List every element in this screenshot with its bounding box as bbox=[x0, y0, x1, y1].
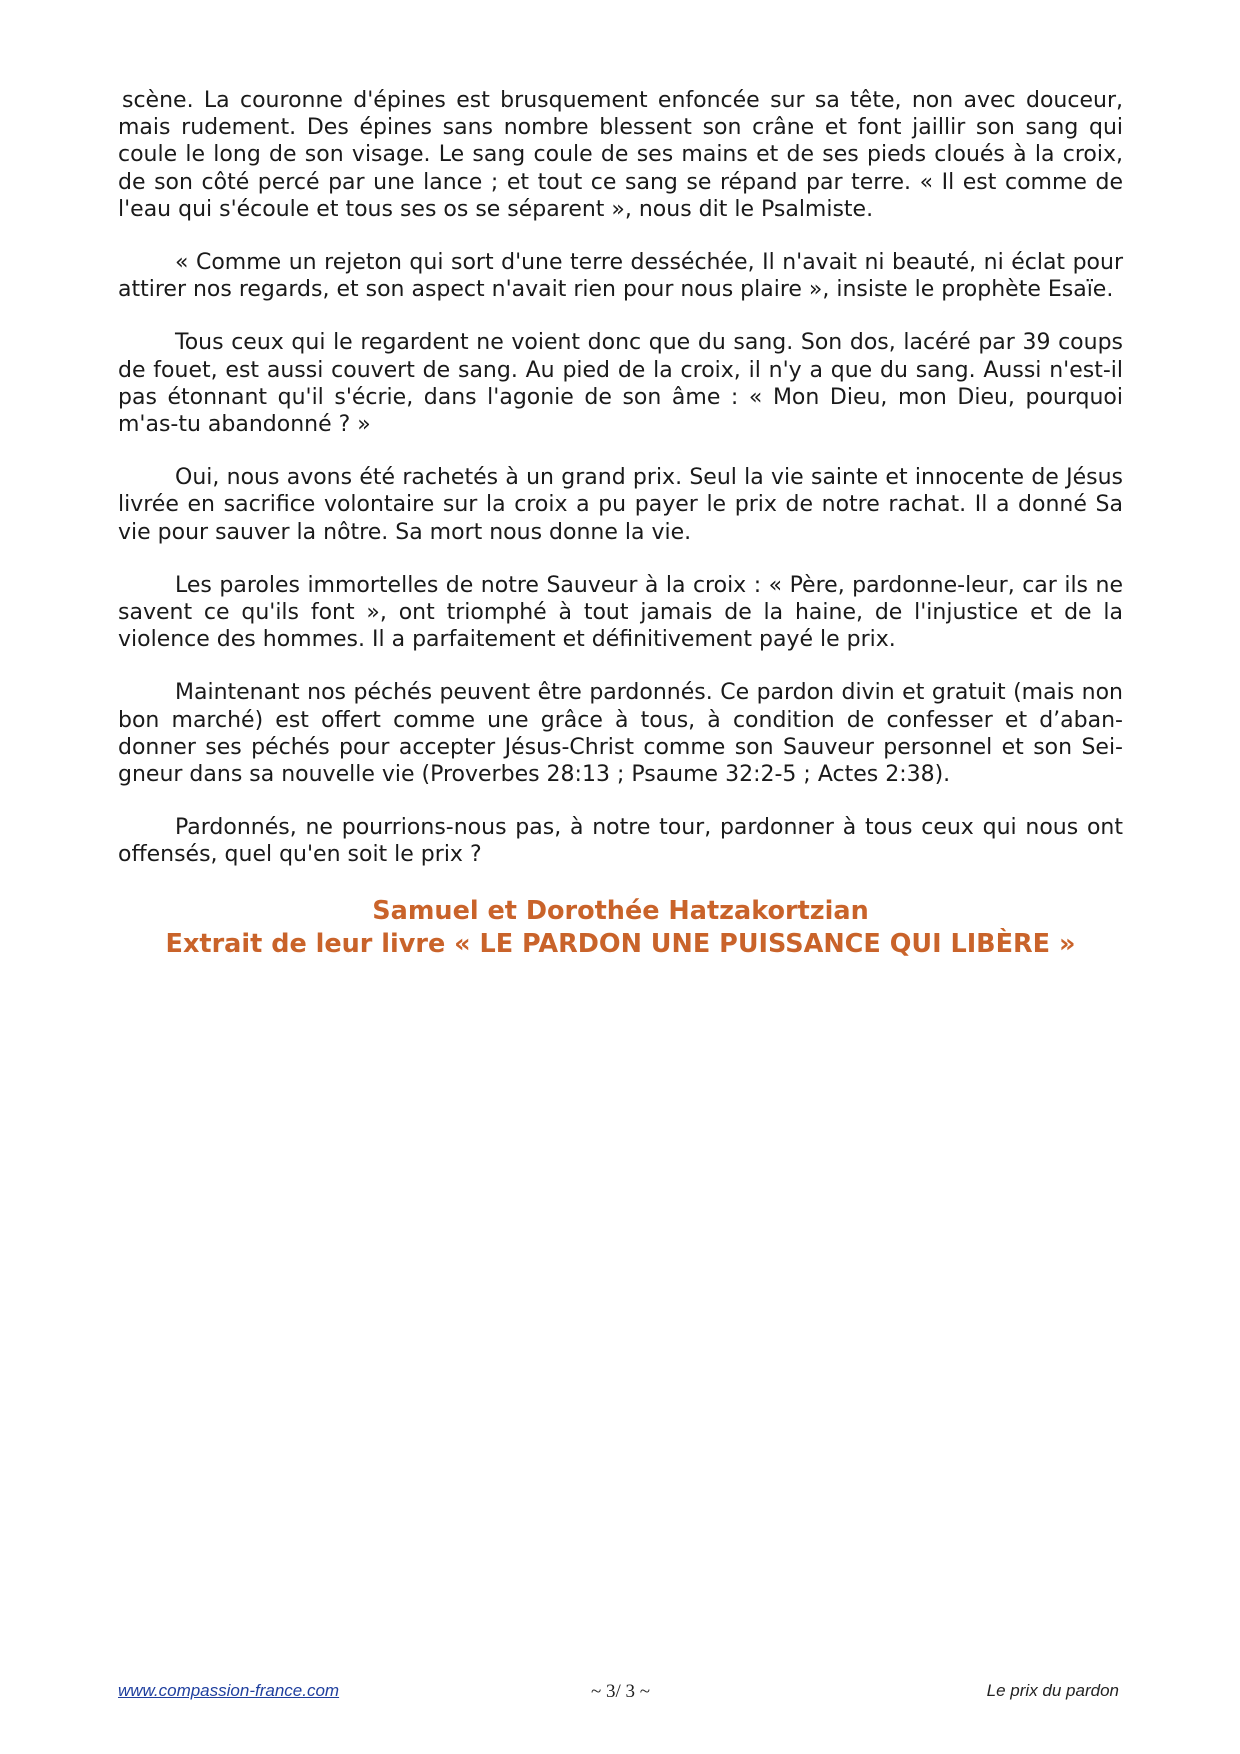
website-link[interactable]: www.compassion-france.com bbox=[118, 1681, 340, 1700]
paragraph-4: Oui, nous avons été rachetés à un grand prix. Seul la vie sainte et innocente de Jésus livrée en sacrifice volontaire sur la croix a pu payer le prix de notre rachat. Il a donné Sa vie pour sauver la nôtre. Sa mort nous donne la vie. bbox=[118, 465, 1123, 545]
paragraph-2: « Comme un rejeton qui sort d'une terre desséchée, Il n'avait ni beauté, ni éclat pour attirer nos regards, et son aspect n'avait rien pour nous plaire », insiste le prophète Esaïe. bbox=[118, 250, 1123, 303]
signature-block bbox=[118, 895, 1123, 961]
paragraph-6: Maintenant nos péchés peuvent être pardonnés. Ce pardon divin et gratuit (mais non bon marché) est offert comme une grâce à tous, à condition de confesser et d’aban-donner ses péchés pour accepter Jésus-Christ comme son Sauveur personnel et son Sei-gneur dans sa nouvelle vie (Proverbes 28:13 ; Psaume 32:2-5 ; Actes 2:38). bbox=[118, 680, 1123, 788]
page-footer bbox=[118, 1681, 1123, 1707]
signature-source: Extrait de leur livre « LE PARDON UNE PUISSANCE QUI LIBÈRE » bbox=[165, 928, 1076, 959]
paragraph-5: Les paroles immortelles de notre Sauveur à la croix : « Père, pardonne-leur, car ils ne savent ce qu'ils font », ont triomphé à tout jamais de la haine, de l'injustice et de la violence des hommes. Il a parfaitement et définitivement payé le prix. bbox=[118, 572, 1123, 653]
paragraph-1: scène. La couronne d'épines est brusquement enfoncée sur sa tête, non avec douceur, mais rudement. Des épines sans nombre blessent son crâne et font jaillir son sang qui coule le long de son visage. Le sang coule de ses mains et de ses pieds cloués à la croix, de son côté percé par une lance ; et tout ce sang se répand par terre. « Il est comme de l'eau qui s'écoule et tous ses os se séparent », nous dit le Psalmiste. bbox=[118, 88, 1123, 222]
document-title: Le prix du pardon bbox=[986, 1681, 1119, 1700]
page-number: ~ 3/ 3 ~ bbox=[590, 1681, 651, 1702]
article-body bbox=[118, 87, 1123, 961]
signature-authors: Samuel et Dorothée Hatzakortzian bbox=[372, 895, 869, 926]
paragraph-7: Pardonnés, ne pourrions-nous pas, à notre tour, pardonner à tous ceux qui nous ont offensés, quel qu'en soit le prix ? bbox=[118, 815, 1123, 868]
paragraph-3: Tous ceux qui le regardent ne voient donc que du sang. Son dos, lacéré par 39 coups de fouet, est aussi couvert de sang. Au pied de la croix, il n'y a que du sang. Aussi n'est-il pas étonnant qu'il s'écrie, dans l'agonie de son âme : « Mon Dieu, mon Dieu, pourquoi m'as-tu abandonné ? » bbox=[118, 330, 1123, 438]
